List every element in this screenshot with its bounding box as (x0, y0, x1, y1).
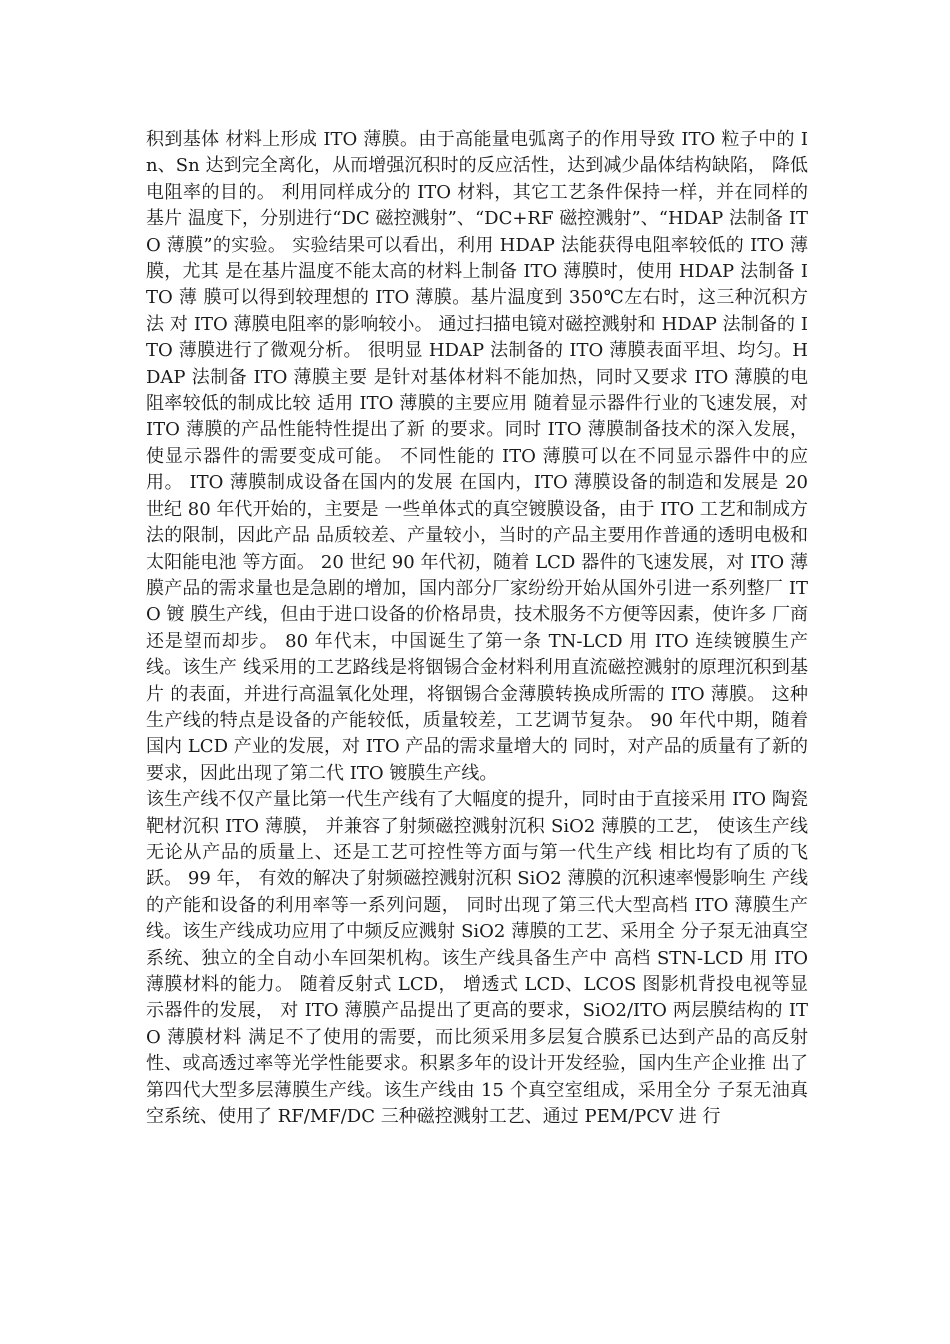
paragraph-2: 该生产线不仅产量比第一代生产线有了大幅度的提升，同时由于直接采用 ITO 陶瓷靶材沉积 ITO 薄膜， 并兼容了射频磁控溅射沉积 SiO2 薄膜的工艺， 使该生产线无论从产品的质量上、还是工艺可控性等方面与第一代生产线 相比均有了质的飞跃。 99 年， 有效的解决了射频磁控溅射沉积 SiO2 薄膜的沉积速率慢影响生 产线的产能和设备的利用率等一系列问题， 同时出现了第三代大型高档 ITO 薄膜生产线。该生产线成功应用了中频反应溅射 SiO2 薄膜的工艺、采用全 分子泵无油真空系统、独立的全自动小车回架机构。该生产线具备生产中 高档 STN-LCD 用 ITO 薄膜材料的能力。 随着反射式 LCD， 增透式 LCD、LCOS 图影机背投电视等显示器件的发展， 对 ITO 薄膜产品提出了更高的要求，SiO2/ITO 两层膜结构的 ITO 薄膜材料 满足不了使用的需要，而比须采用多层复合膜系已达到产品的高反射性、或高透过率等光学性能要求。积累多年的设计开发经验，国内生产企业推 出了第四代大型多层薄膜生产线。该生产线由 15 个真空室组成，采用全分 子泵无油真空系统、使用了 RF/MF/DC 三种磁控溅射工艺、通过 PEM/PCV 进 行 (146, 789, 808, 1128)
body-text (146, 127, 808, 1130)
paragraph-1: 积到基体 材料上形成 ITO 薄膜。由于高能量电弧离子的作用导致 ITO 粒子中的 In、Sn 达到完全离化，从而增强沉积时的反应活性，达到减少晶体结构缺陷， 降低电阻率的目的。 利用同样成分的 ITO 材料，其它工艺条件保持一样，并在同样的基片 温度下，分别进行“DC 磁控溅射”、“DC+RF 磁控溅射”、“HDAP 法制备 ITO 薄膜”的实验。 实验结果可以看出，利用 HDAP 法能获得电阻率较低的 ITO 薄膜，尤其 是在基片温度不能太高的材料上制备 ITO 薄膜时，使用 HDAP 法制备 ITO 薄 膜可以得到较理想的 ITO 薄膜。基片温度到 350℃左右时，这三种沉积方法 对 ITO 薄膜电阻率的影响较小。 通过扫描电镜对磁控溅射和 HDAP 法制备的 ITO 薄膜进行了微观分析。 很明显 HDAP 法制备的 ITO 薄膜表面平坦、均匀。HDAP 法制备 ITO 薄膜主要 是针对基体材料不能加热，同时又要求 ITO 薄膜的电阻率较低的制成比较 适用 ITO 薄膜的主要应用 随着显示器件行业的飞速发展，对 ITO 薄膜的产品性能特性提出了新 的要求。同时 ITO 薄膜制备技术的深入发展，使显示器件的需要变成可能。 不同性能的 ITO 薄膜可以在不同显示器件中的应用。 ITO 薄膜制成设备在国内的发展 在国内，ITO 薄膜设备的制造和发展是 20 世纪 80 年代开始的，主要是 一些单体式的真空镀膜设备，由于 ITO 工艺和制成方法的限制，因此产品 品质较差、产量较小，当时的产品主要用作普通的透明电极和太阳能电池 等方面。 20 世纪 90 年代初，随着 LCD 器件的飞速发展，对 ITO 薄膜产品的需求量也是急剧的增加，国内部分厂家纷纷开始从国外引进一系列整厂 ITO 镀 膜生产线，但由于进口设备的价格昂贵，技术服务不方便等因素，使许多 厂商还是望而却步。 80 年代末，中国诞生了第一条 TN-LCD 用 ITO 连续镀膜生产线。该生产 线采用的工艺路线是将铟锡合金材料利用直流磁控溅射的原理沉积到基片 的表面，并进行高温氧化处理，将铟锡合金薄膜转换成所需的 ITO 薄膜。 这种生产线的特点是设备的产能较低，质量较差，工艺调节复杂。 90 年代中期，随着国内 LCD 产业的发展，对 ITO 产品的需求量增大的 同时，对产品的质量有了新的要求，因此出现了第二代 ITO 镀膜生产线。 (146, 129, 808, 784)
